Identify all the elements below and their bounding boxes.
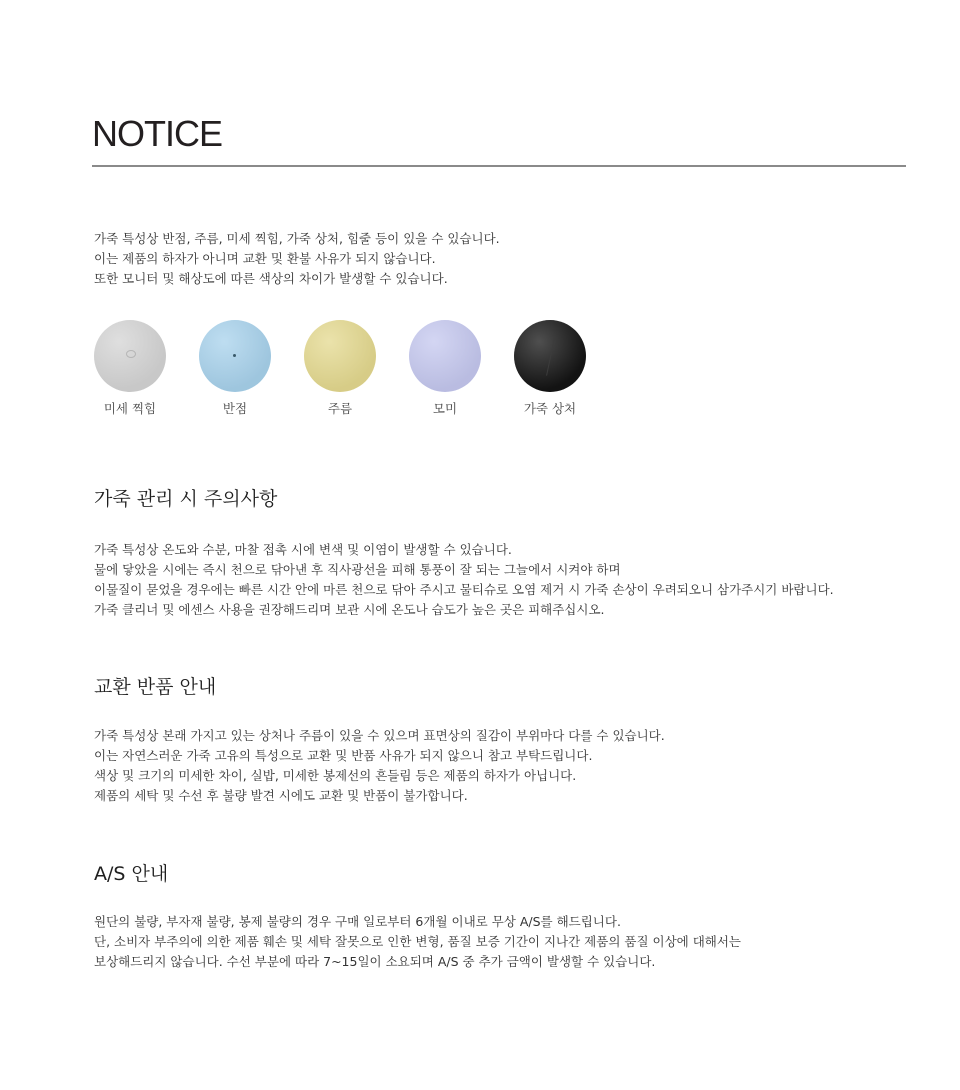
swatch-spot	[199, 320, 271, 416]
swatch-circle	[304, 320, 376, 392]
care-paragraph	[94, 540, 834, 620]
swatch-scratch	[514, 320, 586, 416]
exchange-line: 이는 자연스러운 가죽 고유의 특성으로 교환 및 반품 사유가 되지 않으니 참고 부탁드립니다.	[94, 748, 593, 763]
swatch-label: 미세 찍힘	[103, 401, 157, 416]
swatch-wrinkle	[304, 320, 376, 416]
intro-line: 또한 모니터 및 해상도에 따른 색상의 차이가 발생할 수 있습니다.	[94, 271, 448, 286]
care-heading: 가죽 관리 시 주의사항	[94, 488, 278, 510]
care-line: 이물질이 묻었을 경우에는 빠른 시간 안에 마른 천으로 닦아 주시고 물티슈로 오염 제거 시 가죽 손상이 우려되오니 삼가주시기 바랍니다.	[94, 582, 834, 597]
intro-line: 가죽 특성상 반점, 주름, 미세 찍힘, 가죽 상처, 힘줄 등이 있을 수 있습니다.	[94, 231, 500, 246]
title-divider	[92, 165, 906, 167]
intro-paragraph	[94, 229, 500, 289]
spot-mark	[233, 354, 236, 357]
as-paragraph	[94, 912, 741, 972]
care-line: 가죽 특성상 온도와 수분, 마찰 접촉 시에 변색 및 이염이 발생할 수 있습니다.	[94, 542, 512, 557]
swatch-circle	[514, 320, 586, 392]
as-heading: A/S 안내	[94, 863, 169, 885]
page-title: NOTICE	[92, 113, 223, 154]
swatch-label: 모미	[432, 401, 458, 416]
intro-line: 이는 제품의 하자가 아니며 교환 및 환불 사유가 되지 않습니다.	[94, 251, 436, 266]
exchange-line: 가죽 특성상 본래 가지고 있는 상처나 주름이 있을 수 있으며 표면상의 질감이 부위마다 다를 수 있습니다.	[94, 728, 665, 743]
swatch-label: 반점	[222, 401, 248, 416]
swatch-grain	[409, 320, 481, 416]
swatch-circle	[199, 320, 271, 392]
exchange-line: 제품의 세탁 및 수선 후 불량 발견 시에도 교환 및 반품이 불가합니다.	[94, 788, 468, 803]
scratch-mark	[546, 338, 555, 375]
swatch-circle	[94, 320, 166, 392]
swatch-fine-dent	[94, 320, 166, 416]
exchange-heading: 교환 반품 안내	[94, 676, 217, 698]
exchange-paragraph	[94, 726, 665, 806]
exchange-line: 색상 및 크기의 미세한 차이, 실밥, 미세한 봉제선의 흔들림 등은 제품의 하자가 아닙니다.	[94, 768, 577, 783]
as-line: 단, 소비자 부주의에 의한 제품 훼손 및 세탁 잘못으로 인한 변형, 품질 보증 기간이 지나간 제품의 품질 이상에 대해서는	[94, 934, 741, 949]
care-line: 가죽 클리너 및 에센스 사용을 권장해드리며 보관 시에 온도나 습도가 높은 곳은 피해주십시오.	[94, 602, 605, 617]
as-line: 원단의 불량, 부자재 불량, 봉제 불량의 경우 구매 일로부터 6개월 이내로 무상 A/S를 해드립니다.	[94, 914, 621, 929]
dent-mark	[126, 350, 136, 358]
swatch-circle	[409, 320, 481, 392]
as-line: 보상해드리지 않습니다. 수선 부분에 따라 7~15일이 소요되며 A/S 중 추가 금액이 발생할 수 있습니다.	[94, 954, 656, 969]
swatch-label: 주름	[327, 401, 353, 416]
swatch-label: 가죽 상처	[523, 401, 577, 416]
care-line: 물에 닿았을 시에는 즉시 천으로 닦아낸 후 직사광선을 피해 통풍이 잘 되는 그늘에서 시켜야 하며	[94, 562, 621, 577]
